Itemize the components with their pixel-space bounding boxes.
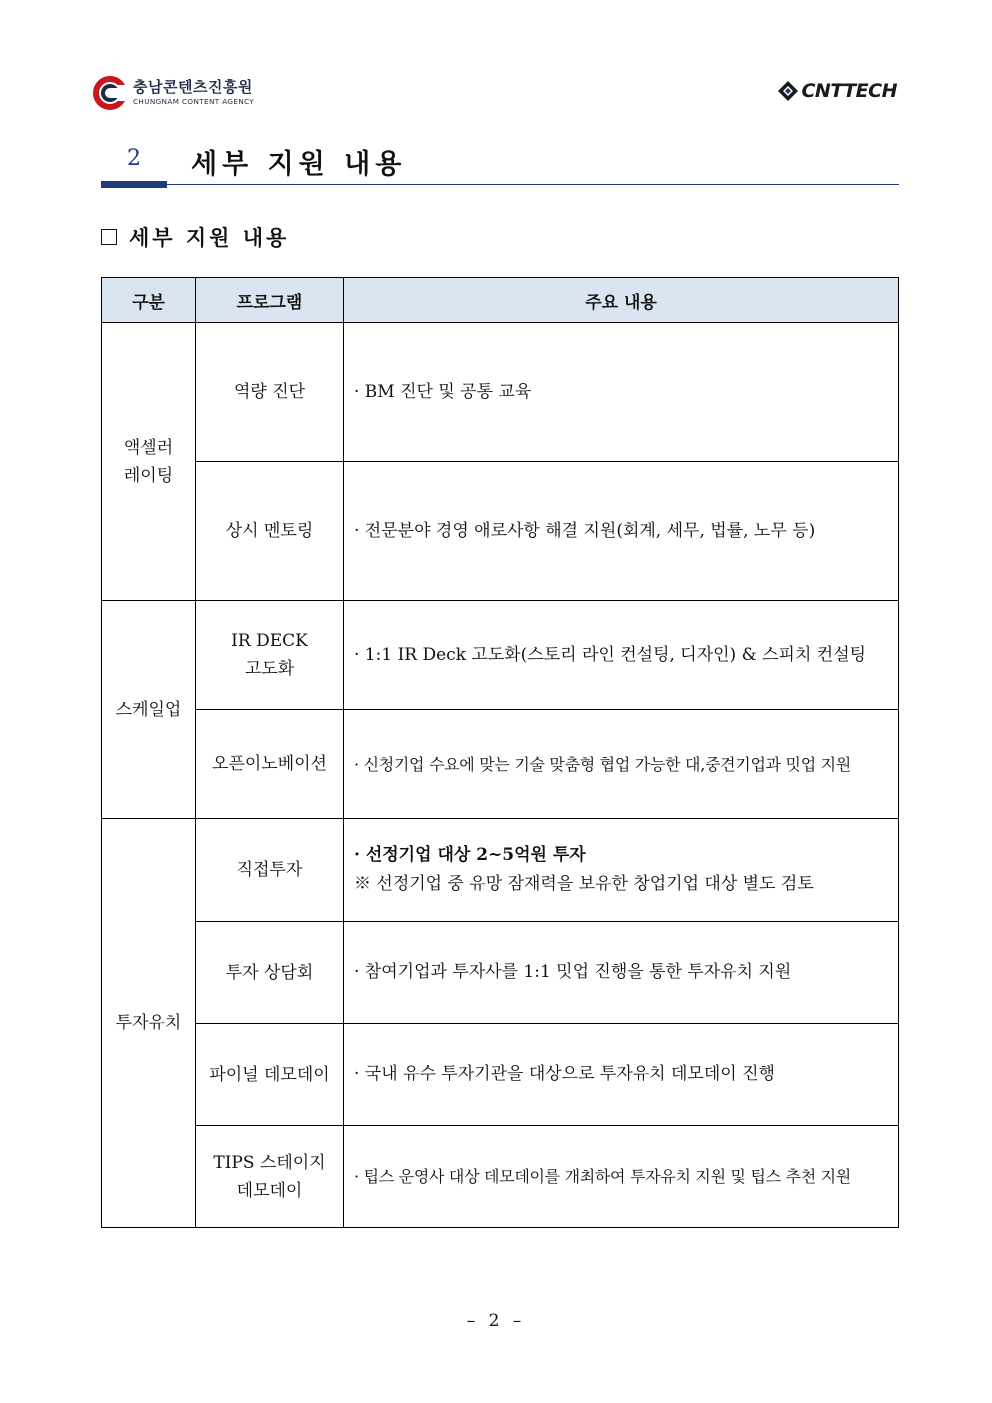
cnttech-diamond-icon: [777, 80, 799, 102]
content-text: · 전문분야 경영 애로사항 해결 지원(회계, 세무, 법률, 노무 등): [354, 520, 816, 541]
section-title: 세부 지원 내용: [191, 149, 407, 180]
content-text: · 팁스 운영사 대상 데모데이를 개최하여 투자유치 지원 및 팁스 추천 지원: [354, 1167, 851, 1186]
table-row: [102, 710, 899, 819]
program-label: 투자 상담회: [225, 962, 314, 983]
program-cell: [196, 819, 344, 922]
content-cell: [344, 710, 899, 819]
cnttech-wordmark: CNTTECH: [801, 80, 897, 102]
program-label: 데모데이: [236, 1180, 303, 1201]
program-label: TIPS 스테이지: [213, 1152, 326, 1173]
program-label: 오픈이노베이션: [212, 754, 327, 774]
category-cell-scaleup: [102, 601, 196, 819]
logo-korean-name: 충남콘텐츠진흥원: [133, 78, 253, 97]
table-row: [102, 922, 899, 1024]
category-cell-investment: [102, 819, 196, 1228]
content-text: · 신청기업 수요에 맞는 기술 맞춤형 협업 가능한 대,중견기업과 밋업 지원: [354, 754, 851, 774]
cnttech-logo: [777, 80, 897, 102]
program-cell: [196, 710, 344, 819]
table-row: [102, 323, 899, 462]
table-row: [102, 462, 899, 601]
header-content: 주요 내용: [344, 278, 899, 323]
program-cell: [196, 323, 344, 462]
table-row: [102, 1024, 899, 1126]
chungnam-logo-icon: [93, 76, 127, 110]
program-label: IR DECK: [231, 631, 308, 651]
category-label-line: 스케일업: [115, 699, 182, 720]
section-underline-accent: [101, 181, 167, 188]
program-cell: [196, 922, 344, 1024]
content-text: · 국내 유수 투자기관을 대상으로 투자유치 데모데이 진행: [354, 1064, 775, 1084]
program-label: 역량 진단: [233, 382, 306, 402]
section-underline: [101, 184, 899, 185]
table-row: [102, 819, 899, 922]
table-row: [102, 601, 899, 710]
section-number: 2: [127, 146, 141, 171]
category-label-line: 투자유치: [115, 1013, 182, 1033]
table-header-row: [102, 278, 899, 323]
subsection-heading: [101, 222, 289, 252]
content-cell: [344, 601, 899, 710]
square-bullet-icon: [101, 229, 117, 245]
page-number: – 2 –: [466, 1311, 526, 1331]
chungnam-content-agency-logo: [93, 76, 254, 110]
content-cell: [344, 1126, 899, 1228]
support-details-table: [101, 277, 899, 1228]
content-cell: [344, 323, 899, 462]
content-text: · 참여기업과 투자사를 1:1 밋업 진행을 통한 투자유치 지원: [354, 962, 792, 982]
table-row: [102, 1126, 899, 1228]
program-cell: [196, 462, 344, 601]
program-label: 파이널 데모데이: [209, 1064, 330, 1085]
section-heading: [101, 140, 899, 190]
content-text-highlight: · 선정기업 대상 2~5억원 투자: [354, 845, 586, 865]
content-text: · BM 진단 및 공통 교육: [354, 381, 532, 402]
program-cell: [196, 601, 344, 710]
header-program: 프로그램: [196, 278, 344, 323]
program-cell: [196, 1024, 344, 1126]
content-text: · 1:1 IR Deck 고도화(스토리 라인 컨설팅, 디자인) & 스피치 컨설팅: [354, 644, 867, 665]
program-cell: [196, 1126, 344, 1228]
content-note: ※ 선정기업 중 유망 잠재력을 보유한 창업기업 대상 별도 검토: [354, 874, 814, 894]
content-cell: [344, 922, 899, 1024]
content-cell: [344, 1024, 899, 1126]
subsection-title: 세부 지원 내용: [129, 225, 290, 250]
program-label: 고도화: [244, 659, 295, 679]
category-cell-accelerating: [102, 323, 196, 601]
content-cell: [344, 819, 899, 922]
header-category: 구분: [102, 278, 196, 323]
category-label-line: 액셀러: [123, 437, 174, 458]
category-label-line: 레이팅: [123, 465, 174, 486]
program-label: 직접투자: [236, 860, 303, 880]
content-cell: [344, 462, 899, 601]
logo-english-name: CHUNGNAM CONTENT AGENCY: [133, 97, 255, 107]
program-label: 상시 멘토링: [225, 521, 314, 541]
